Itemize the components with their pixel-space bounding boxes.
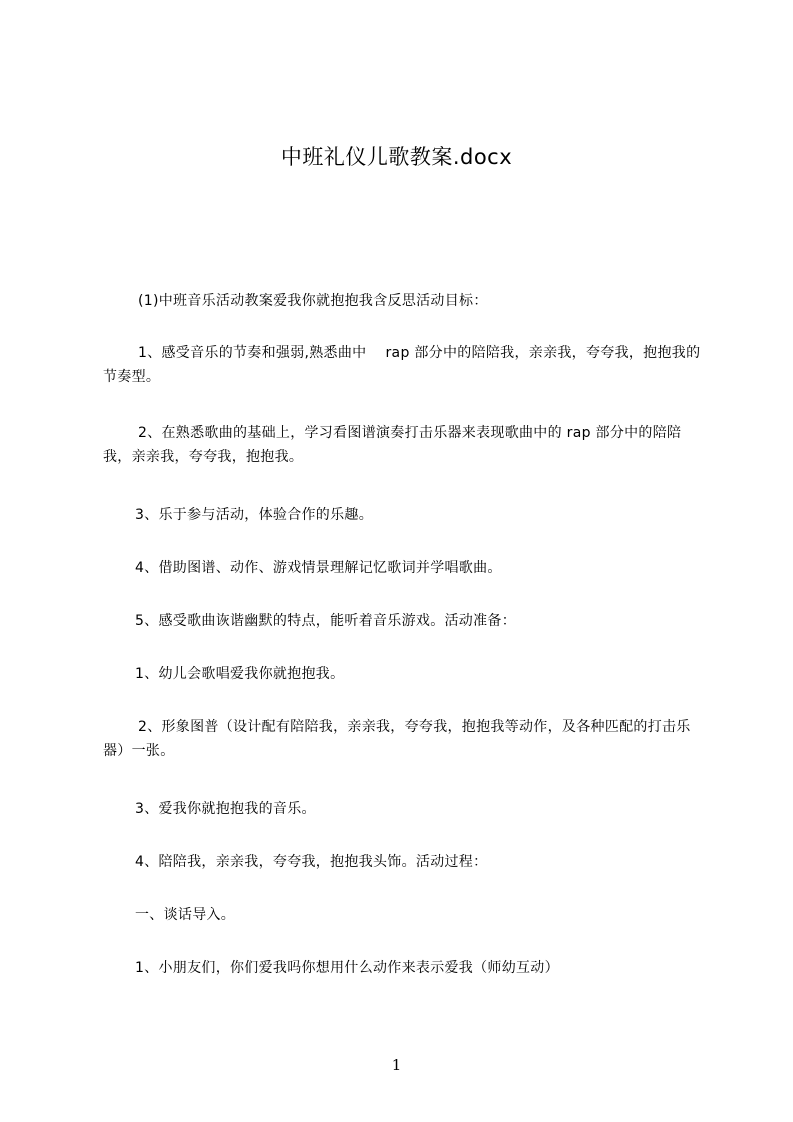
paragraph-step-1: 1、小朋友们，你们爱我吗你想用什么动作来表示爱我（师幼互动） xyxy=(135,960,559,976)
paragraph-goal-3: 3、乐于参与活动，体验合作的乐趣。 xyxy=(135,507,374,523)
paragraph-goal-1: 1、感受音乐的节奏和强弱,熟悉曲中 rap 部分中的陪陪我，亲亲我，夸夸我，抱抱我的节奏型。 xyxy=(103,345,701,385)
paragraph-prep-2: 2、形象图普（设计配有陪陪我，亲亲我，夸夸我，抱抱我等动作，及各种匹配的打击乐器）一张。 xyxy=(103,719,691,759)
paragraph-goal-4: 4、借助图谱、动作、游戏情景理解记忆歌词并学唱歌曲。 xyxy=(135,560,502,576)
paragraph-prep-3: 3、爱我你就抱抱我的音乐。 xyxy=(135,801,316,817)
paragraph-section-intro: 一、谈话导入。 xyxy=(135,907,236,923)
paragraph-prep-1: 1、幼儿会歌唱爱我你就抱抱我。 xyxy=(135,666,345,682)
paragraph-goal-5: 5、感受歌曲诙谐幽默的特点，能听着音乐游戏。活动准备： xyxy=(135,613,517,629)
paragraph-activity-heading: (1)中班音乐活动教案爱我你就抱抱我含反思活动目标： xyxy=(138,293,488,309)
document-title: 中班礼仪儿歌教案.docx xyxy=(280,145,513,169)
page-number: 1 xyxy=(391,1056,402,1074)
paragraph-goal-2: 2、在熟悉歌曲的基础上，学习看图谱演奏打击乐器来表现歌曲中的 rap 部分中的陪陪我，亲亲我，夸夸我，抱抱我。 xyxy=(103,425,682,465)
paragraph-prep-4: 4、陪陪我，亲亲我，夸夸我，抱抱我头饰。活动过程： xyxy=(135,854,488,870)
